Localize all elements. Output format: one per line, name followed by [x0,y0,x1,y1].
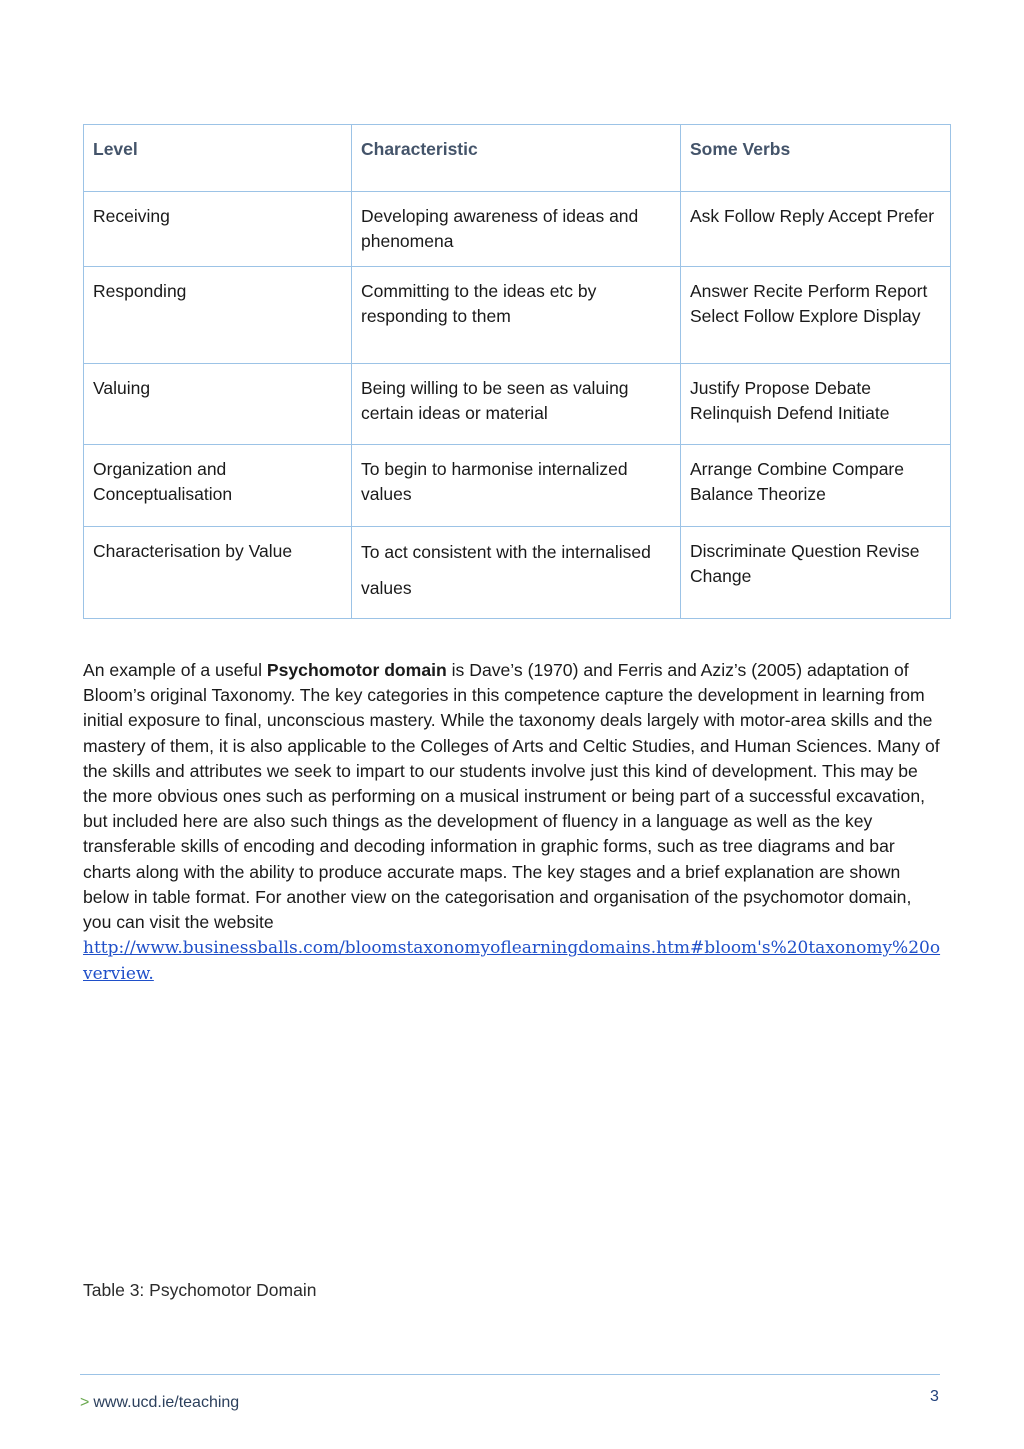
footer-arrow-icon: > [80,1394,90,1411]
cell-level: Responding [84,267,352,364]
body-paragraph [83,658,943,988]
affective-domain-table [83,124,951,619]
cell-level: Characterisation by Value [84,527,352,619]
cell-verbs: Justify Propose Debate Relinquish Defend Initiate [681,364,951,445]
table-row [84,445,951,527]
cell-characteristic-text: To act consistent with the internalised values [361,542,651,598]
cell-characteristic [352,527,681,619]
cell-verbs: Answer Recite Perform Report Select Follow Explore Display [681,267,951,364]
paragraph-body: is Dave’s (1970) and Ferris and Aziz’s (2005) adaptation of Bloom’s original Taxonomy. The key categories in this competence capture the development in learning from initial exposure to final, unconscious mastery. While the taxonomy deals largely with motor-area skills and the mastery of them, it is also applicable to the Colleges of Arts and Celtic Studies, and Human Sciences. Many of the skills and attributes we seek to impart to our students involve just this kind of development. This may be the more obvious ones such as performing on a musical instrument or being part of a successful excavation, but included here are also such things as the development of fluency in a language as well as the key transferable skills of encoding and decoding information in graphic forms, such as tree diagrams and bar charts along with the ability to produce accurate maps. The key stages and a brief explanation are shown below in table format. For another view on the categorisation and organisation of the psychomotor domain, you can visit the website [83,660,940,933]
cell-level: Receiving [84,192,352,267]
paragraph-intro: An example of a useful [83,660,267,680]
header-some-verbs: Some Verbs [681,125,951,192]
cell-verbs: Ask Follow Reply Accept Prefer [681,192,951,267]
footer-website[interactable] [80,1394,239,1412]
paragraph-bold-term: Psychomotor domain [266,660,447,680]
cell-characteristic: Developing awareness of ideas and phenomena [352,192,681,267]
header-characteristic: Characteristic [352,125,681,192]
page-number: 3 [930,1388,939,1405]
cell-characteristic: Being willing to be seen as valuing certain ideas or material [352,364,681,445]
cell-verbs: Arrange Combine Compare Balance Theorize [681,445,951,527]
businessballs-link[interactable]: http://www.businessballs.com/bloomstaxonomyoflearningdomains.htm#bloom's%20taxonomy%20overview. [83,938,941,985]
cell-characteristic: To begin to harmonise internalized values [352,445,681,527]
cell-verbs: Discriminate Question Revise Change [681,527,951,619]
table-row [84,527,951,619]
footer-divider [80,1374,940,1375]
header-level: Level [84,125,352,192]
table-row [84,192,951,267]
table-caption: Table 3: Psychomotor Domain [83,1280,317,1300]
table-row [84,364,951,445]
table-row [84,267,951,364]
table-header-row [84,125,951,192]
cell-level: Valuing [84,364,352,445]
cell-level: Organization and Conceptualisation [84,445,352,527]
cell-characteristic: Committing to the ideas etc by responding to them [352,267,681,364]
footer-url-text: www.ucd.ie/teaching [93,1394,240,1411]
